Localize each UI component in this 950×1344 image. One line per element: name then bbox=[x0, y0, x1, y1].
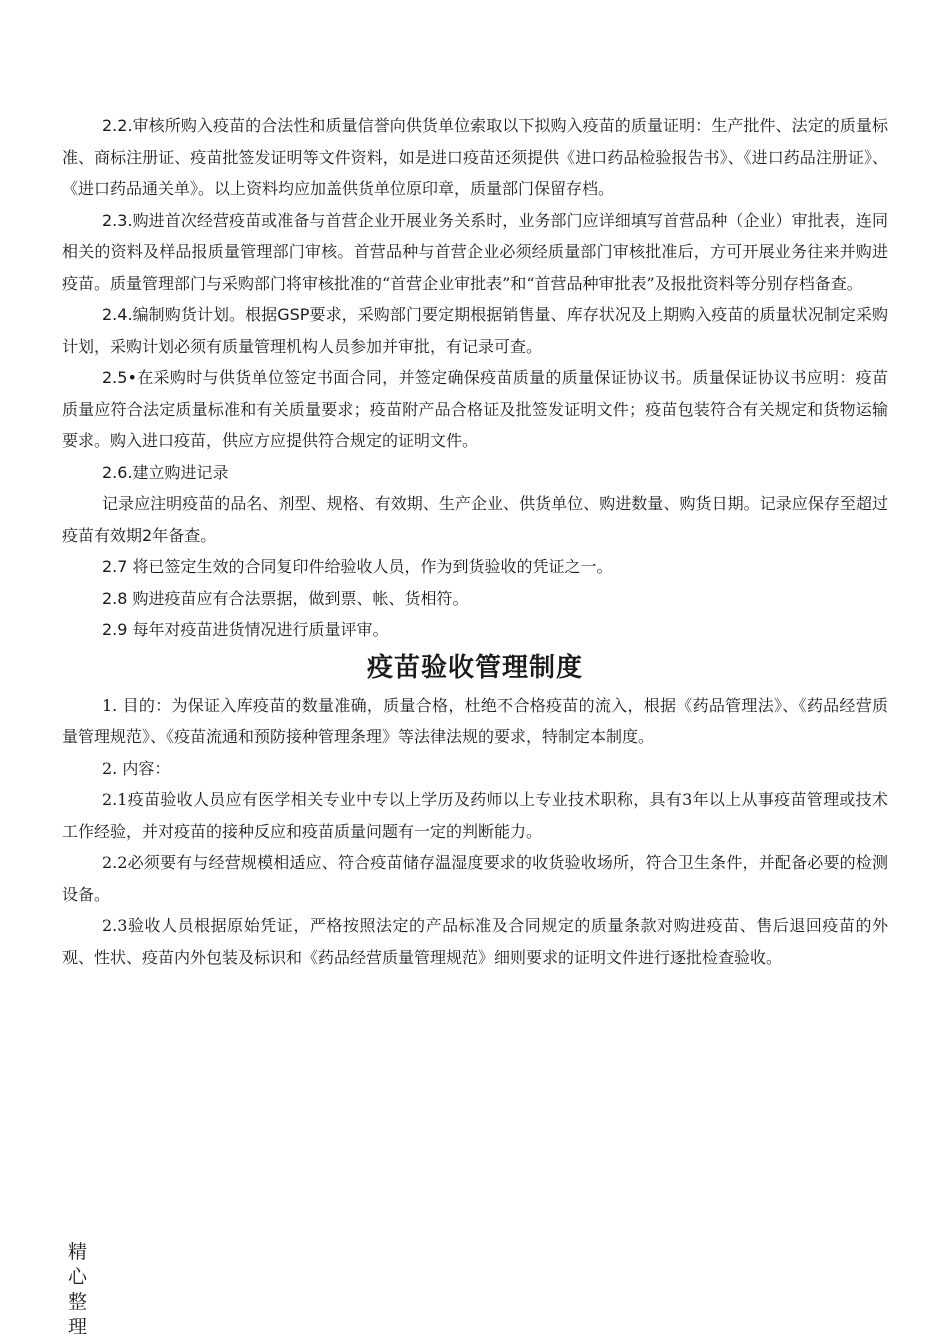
gsp-term: GSP bbox=[277, 305, 310, 324]
document-body bbox=[62, 110, 888, 973]
paragraph-2-3 bbox=[62, 205, 888, 300]
paragraph-acceptance-2-2: 2.2必须要有与经营规模相适应、符合疫苗储存温湿度要求的收货验收场所，符合卫生条件，并配备必要的检测设备。 bbox=[62, 853, 888, 904]
clause-number: 2.4. bbox=[102, 305, 133, 324]
paragraph-acceptance-2-1: 2.1疫苗验收人员应有医学相关专业中专以上学历及药师以上专业技术职称，具有3年以上从事疫苗管理或技术工作经验，并对疫苗的接种反应和疫苗质量问题有一定的判断能力。 bbox=[62, 790, 888, 841]
clause-text: 将已签定生效的合同复印件给验收人员，作为到货验收的凭证之一。 bbox=[132, 557, 613, 576]
clause-text: 每年对疫苗进货情况进行质量评审。 bbox=[132, 620, 389, 639]
paragraph-2-6-detail bbox=[62, 488, 888, 551]
paragraph-2-9 bbox=[62, 614, 888, 646]
paragraph-acceptance-2-3: 2.3验收人员根据原始凭证，严格按照法定的产品标准及合同规定的质量条款对购进疫苗、售后退回疫苗的外观、性状、疫苗内外包装及标识和《药品经营质量管理规范》细则要求的证明文件进行逐批检查验收。 bbox=[62, 916, 888, 967]
paragraph-2-2 bbox=[62, 110, 888, 205]
paragraph-2-5 bbox=[62, 362, 888, 457]
footer-watermark-text: 精心整理 bbox=[68, 1241, 88, 1338]
clause-number: 2.9 bbox=[102, 620, 128, 639]
paragraph-1-purpose: 1. 目的：为保证入库疫苗的数量准确，质量合格，杜绝不合格疫苗的流入，根据《药品管理法》、《药品经营质量管理规范》、《疫苗流通和预防接种管理条理》等法律法规的要求，特制定本制度。 bbox=[62, 695, 888, 746]
years-value: 2 bbox=[142, 525, 153, 545]
paragraph-2-7 bbox=[62, 551, 888, 583]
section-title: 疫苗验收管理制度 bbox=[366, 652, 583, 683]
clause-text: 购进疫苗应有合法票据，做到票、帐、货相符。 bbox=[132, 588, 469, 608]
paragraph-2-6 bbox=[62, 457, 888, 489]
clause-number: 2.3. bbox=[102, 210, 133, 230]
clause-text: 购进首次经营疫苗或准备与首营企业开展业务关系时，业务部门应详细填写首营品种（企业）审批表，连同相关的资料及样品报质量管理部门审核。首营品种与首营企业必须经质量部门审核批准后，方可开展业务往来并购进疫苗。质量管理部门与采购部门将审核批准的“首营企业审批表”和“首营品种审批表”及报批资料等分别存档备查。 bbox=[62, 210, 888, 293]
clause-text: 在采购时与供货单位签定书面合同，并签定确保疫苗质量的质量保证协议书。质量保证协议书应明：疫苗质量应符合法定质量标准和有关质量要求；疫苗附产品合格证及批签发证明文件；疫苗包装符合有关规定和货物运输要求。购入进口疫苗，供应方应提供符合规定的证明文件。 bbox=[62, 368, 888, 450]
clause-number: 2.8 bbox=[102, 588, 128, 608]
clause-text: 记录应注明疫苗的品名、剂型、规格、有效期、生产企业、供货单位、购进数量、购货日期。记录应保存至超过疫苗有效期 bbox=[62, 494, 888, 545]
clause-number: 2.7 bbox=[102, 557, 128, 576]
clause-text: 编制购货计划。根据 bbox=[132, 305, 278, 324]
clause-text: 建立购进记录 bbox=[132, 462, 229, 482]
paragraph-2-4 bbox=[62, 299, 888, 362]
paragraph-2-8 bbox=[62, 583, 888, 615]
clause-number: 2.2. bbox=[102, 116, 133, 135]
clause-text: 年备查。 bbox=[152, 525, 217, 545]
clause-text: 审核所购入疫苗的合法性和质量信誉向供货单位索取以下拟购入疫苗的质量证明：生产批件、法定的质量标准、商标注册证、疫苗批签发证明等文件资料，如是进口疫苗还须提供《进口药品检验报告书》、《进口药品注册证》、《进口药品通关单》。以上资料均应加盖供货单位原印章，质量部门保留存档。 bbox=[62, 116, 888, 198]
clause-number: 2.5• bbox=[102, 368, 137, 387]
clause-number: 2.6. bbox=[102, 462, 133, 482]
clause-text: 要求，采购部门要定期根据销售量、库存状况及上期购入疫苗的质量状况制定采购计划，采购计划必须有质量管理机构人员参加并审批，有记录可查。 bbox=[62, 305, 888, 356]
paragraph-2-content: 2. 内容： bbox=[102, 758, 171, 778]
